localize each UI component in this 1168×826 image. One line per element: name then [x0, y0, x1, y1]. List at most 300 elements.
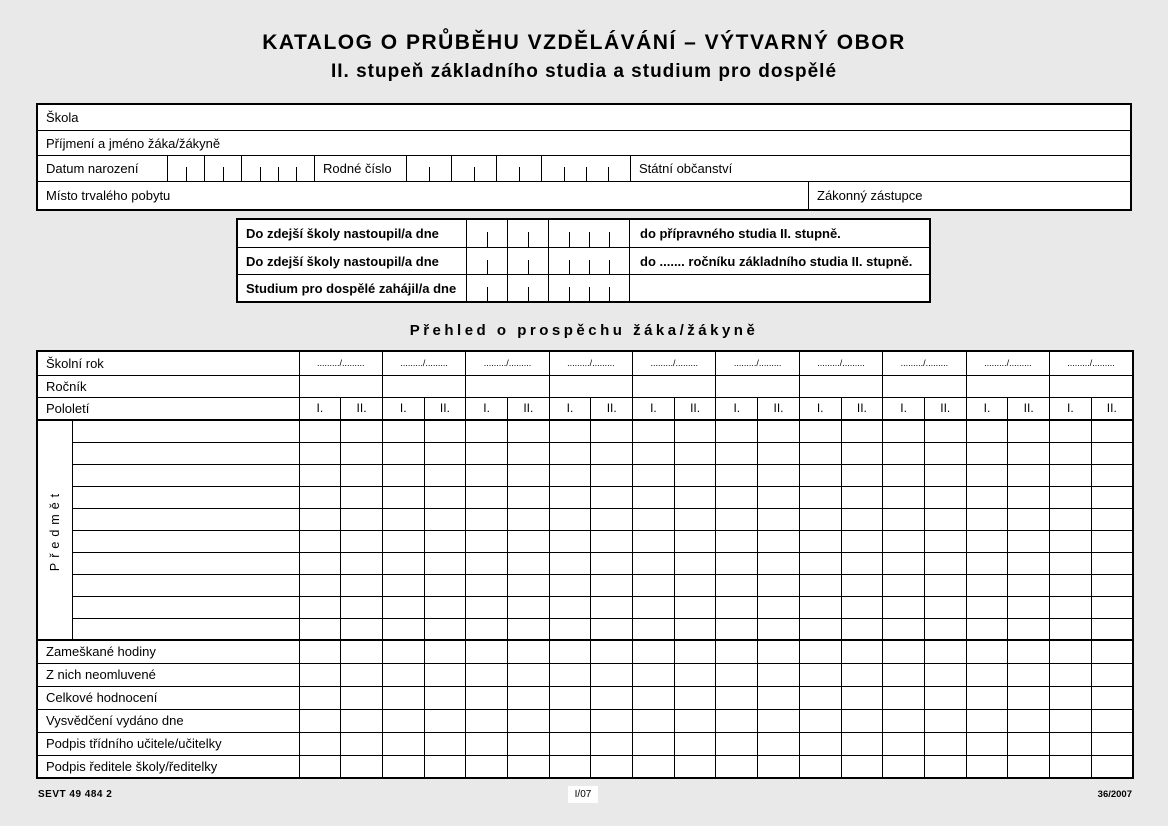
enrollment-note: do ....... ročníku základního studia II. stupně. [640, 253, 913, 269]
grade-cell [799, 663, 841, 686]
enrollment-label: Do zdejší školy nastoupil/a dne [238, 220, 467, 247]
grade-cell [841, 732, 883, 755]
grade-cell [549, 732, 591, 755]
grade-cell [507, 442, 549, 464]
grade-cell [591, 464, 633, 486]
grade-cell [1091, 732, 1133, 755]
digit-cell [569, 248, 589, 274]
grade-cell [799, 618, 841, 640]
grade-cell [382, 420, 424, 442]
grade-cell [424, 420, 466, 442]
semester-cell: II. [758, 397, 800, 420]
grade-cell [799, 508, 841, 530]
grade-cell [674, 709, 716, 732]
semester-cell: II. [1008, 397, 1050, 420]
grade-cell [424, 530, 466, 552]
digit-group [507, 220, 548, 247]
grade-cell [1008, 686, 1050, 709]
digit-group [451, 156, 496, 181]
report-issued-row [37, 709, 1133, 732]
grade-cell [758, 640, 800, 663]
grade-cell [716, 464, 758, 486]
grade-cell [341, 420, 383, 442]
grade-cell [299, 686, 341, 709]
grade-cell [758, 442, 800, 464]
digit-group [407, 156, 451, 181]
digit-cell [589, 248, 609, 274]
grade-cell [382, 596, 424, 618]
grade-cell [1091, 755, 1133, 778]
grade-cell [799, 530, 841, 552]
grade-cell [924, 486, 966, 508]
subject-row [37, 596, 1133, 618]
grade-cell [1091, 552, 1133, 574]
enrollment-box [236, 218, 931, 303]
grade-cell [924, 508, 966, 530]
grade-cell [1008, 420, 1050, 442]
school-year-row [37, 351, 1133, 375]
grade-cell [424, 508, 466, 530]
school-year-cell: ........./......... [633, 351, 716, 375]
grade-cell [841, 486, 883, 508]
grade-cell [424, 640, 466, 663]
digit-group [541, 156, 630, 181]
grade-cell [966, 530, 1008, 552]
grade-cell [758, 618, 800, 640]
grade-cell [924, 732, 966, 755]
grade-cell [299, 709, 341, 732]
grade-cell [466, 552, 508, 574]
overall-assessment-row [37, 686, 1133, 709]
digit-group [496, 156, 541, 181]
grade-cell [799, 709, 841, 732]
grade-cell [924, 618, 966, 640]
edition-number: 36/2007 [1097, 789, 1132, 800]
grade-level-cell [966, 375, 1049, 397]
grade-cell [924, 686, 966, 709]
grade-cell [549, 552, 591, 574]
grade-cell [466, 574, 508, 596]
grade-cell [966, 464, 1008, 486]
unexcused-hours-row [37, 663, 1133, 686]
grade-cell [466, 486, 508, 508]
grade-cell [549, 596, 591, 618]
grade-level-label: Ročník [37, 375, 299, 397]
grade-cell [1050, 442, 1092, 464]
grade-cell [841, 530, 883, 552]
grade-cell [966, 732, 1008, 755]
subject-row [37, 486, 1133, 508]
grade-cell [883, 464, 925, 486]
grade-cell [424, 486, 466, 508]
grade-cell [341, 486, 383, 508]
digit-group [204, 156, 241, 181]
grade-cell [299, 755, 341, 778]
grade-cell [1050, 486, 1092, 508]
digit-cell [296, 156, 314, 181]
grade-cell [1008, 663, 1050, 686]
digit-cell [519, 156, 541, 181]
grade-cell [1008, 640, 1050, 663]
grade-cell [841, 420, 883, 442]
grade-cell [966, 486, 1008, 508]
grade-cell [966, 755, 1008, 778]
student-info-box [36, 103, 1132, 211]
grade-cell [507, 640, 549, 663]
grade-cell [507, 596, 549, 618]
grade-cell [758, 755, 800, 778]
digit-cell [569, 220, 589, 247]
digit-cell [278, 156, 296, 181]
grade-cell [841, 640, 883, 663]
digit-cell [549, 275, 569, 301]
grade-cell [758, 709, 800, 732]
grade-cell [966, 686, 1008, 709]
grade-cell [341, 508, 383, 530]
digit-cell [586, 156, 608, 181]
grade-cell [507, 732, 549, 755]
grade-cell [424, 686, 466, 709]
semester-cell: I. [466, 397, 508, 420]
semester-cell: II. [674, 397, 716, 420]
subjects-vertical-label: Předmět [47, 488, 62, 572]
subject-name-cell [72, 420, 299, 442]
grade-cell [716, 709, 758, 732]
semester-cell: II. [341, 397, 383, 420]
digit-group [548, 275, 629, 301]
grade-cell [799, 464, 841, 486]
digit-cell [528, 275, 548, 301]
grade-cell [716, 755, 758, 778]
grade-cell [382, 755, 424, 778]
grade-cell [1050, 574, 1092, 596]
grade-cell [966, 709, 1008, 732]
semester-cell: II. [507, 397, 549, 420]
semester-cell: II. [841, 397, 883, 420]
grade-cell [883, 596, 925, 618]
grade-cell [1050, 663, 1092, 686]
grade-cell [1008, 442, 1050, 464]
grade-cell [633, 663, 675, 686]
grade-cell [799, 755, 841, 778]
grade-cell [841, 755, 883, 778]
digit-group [168, 156, 204, 181]
digit-cell [168, 156, 186, 181]
grade-cell [341, 709, 383, 732]
digit-cell [508, 275, 528, 301]
grade-cell [716, 732, 758, 755]
page-subtitle: II. stupeň základního studia a studium pro dospělé [330, 61, 838, 82]
grade-cell [883, 686, 925, 709]
digit-cell [260, 156, 278, 181]
digit-cell [467, 220, 487, 247]
grade-cell [1050, 596, 1092, 618]
school-year-cell: ........./......... [299, 351, 382, 375]
grade-cell [382, 640, 424, 663]
grade-cell [1050, 530, 1092, 552]
grade-cell [799, 686, 841, 709]
grade-cell [883, 442, 925, 464]
grade-cell [758, 508, 800, 530]
grade-cell [466, 442, 508, 464]
grade-cell [1008, 552, 1050, 574]
school-year-cell: ........./......... [966, 351, 1049, 375]
grade-cell [591, 420, 633, 442]
grade-cell [633, 596, 675, 618]
grade-cell [549, 420, 591, 442]
enrollment-row [238, 220, 929, 247]
citizenship-label: Státní občanství [639, 161, 733, 176]
grade-cell [382, 486, 424, 508]
grade-cell [633, 530, 675, 552]
semester-cell: I. [716, 397, 758, 420]
grade-cell [633, 552, 675, 574]
grade-cell [299, 420, 341, 442]
grade-cell [341, 640, 383, 663]
grade-cell [924, 574, 966, 596]
digit-cell [608, 156, 630, 181]
grade-cell [1008, 618, 1050, 640]
grade-cell [382, 618, 424, 640]
grade-level-cell [633, 375, 716, 397]
grade-cell [549, 530, 591, 552]
grade-cell [1050, 618, 1092, 640]
grade-cell [466, 732, 508, 755]
grade-cell [841, 663, 883, 686]
grade-cell [1091, 596, 1133, 618]
grade-cell [966, 508, 1008, 530]
school-year-label: Školní rok [37, 351, 299, 375]
subject-row [37, 574, 1133, 596]
grade-cell [591, 618, 633, 640]
grade-cell [591, 663, 633, 686]
grade-cell [424, 464, 466, 486]
grade-cell [799, 486, 841, 508]
grade-cell [549, 618, 591, 640]
grade-cell [633, 686, 675, 709]
grade-cell [1008, 596, 1050, 618]
grade-cell [1091, 464, 1133, 486]
digit-cell [205, 156, 223, 181]
school-year-cell: ........./......... [716, 351, 799, 375]
grade-cell [883, 508, 925, 530]
school-row [38, 105, 1130, 130]
guardian-label: Zákonný zástupce [817, 188, 923, 203]
grade-cell [299, 442, 341, 464]
digit-cell [487, 275, 507, 301]
semester-cell: II. [591, 397, 633, 420]
grade-cell [1091, 640, 1133, 663]
semester-cell: I. [382, 397, 424, 420]
grade-cell [1050, 732, 1092, 755]
semester-cell: I. [633, 397, 675, 420]
enrollment-row [238, 247, 929, 274]
grade-cell [716, 640, 758, 663]
grade-cell [883, 618, 925, 640]
grade-cell [299, 574, 341, 596]
grade-cell [883, 530, 925, 552]
grade-cell [1091, 618, 1133, 640]
grade-cell [1050, 755, 1092, 778]
grade-cell [1050, 464, 1092, 486]
semester-cell: I. [799, 397, 841, 420]
grade-cell [382, 574, 424, 596]
grade-cell [674, 640, 716, 663]
grade-cell [758, 596, 800, 618]
birth-date-label: Datum narození [38, 156, 168, 181]
grade-cell [924, 464, 966, 486]
subject-row [37, 508, 1133, 530]
director-signature-row [37, 755, 1133, 778]
grade-cell [424, 574, 466, 596]
grade-cell [1008, 709, 1050, 732]
grade-cell [382, 732, 424, 755]
grade-cell [299, 552, 341, 574]
grade-cell [883, 755, 925, 778]
grade-cell [591, 574, 633, 596]
grade-cell [591, 530, 633, 552]
grade-level-cell [382, 375, 465, 397]
grade-cell [549, 442, 591, 464]
grade-cell [716, 552, 758, 574]
digit-cell [609, 248, 629, 274]
digit-cell [609, 220, 629, 247]
grade-cell [633, 508, 675, 530]
semester-cell: II. [1091, 397, 1133, 420]
grade-cell [341, 442, 383, 464]
digit-cell [487, 248, 507, 274]
grade-cell [799, 420, 841, 442]
grade-cell [633, 486, 675, 508]
grade-cell [549, 574, 591, 596]
grade-cell [591, 442, 633, 464]
grade-cell [841, 574, 883, 596]
grade-cell [841, 709, 883, 732]
grade-cell [299, 732, 341, 755]
birth-number-digit-boxes [407, 156, 631, 181]
digit-group [548, 248, 629, 274]
grade-cell [549, 640, 591, 663]
grade-cell [299, 640, 341, 663]
grade-cell [341, 596, 383, 618]
grade-cell [633, 640, 675, 663]
grade-cell [1050, 552, 1092, 574]
grade-cell [382, 663, 424, 686]
grade-cell [966, 663, 1008, 686]
grade-cell [507, 709, 549, 732]
grade-cell [1091, 663, 1133, 686]
grade-cell [507, 755, 549, 778]
grade-cell [1008, 732, 1050, 755]
subject-row [37, 530, 1133, 552]
grade-cell [424, 552, 466, 574]
grade-cell [924, 709, 966, 732]
grade-cell [799, 442, 841, 464]
grade-cell [674, 508, 716, 530]
grade-cell [966, 442, 1008, 464]
grade-cell [1091, 442, 1133, 464]
digit-cell [589, 220, 609, 247]
unexcused-hours-label: Z nich neomluvené [37, 663, 299, 686]
grade-level-row [37, 375, 1133, 397]
grade-cell [883, 574, 925, 596]
missed-hours-label: Zameškané hodiny [37, 640, 299, 663]
grade-cell [591, 508, 633, 530]
grade-cell [382, 530, 424, 552]
grade-cell [299, 618, 341, 640]
school-year-cell: ........./......... [382, 351, 465, 375]
director-signature-label: Podpis ředitele školy/ředitelky [37, 755, 299, 778]
digit-cell [589, 275, 609, 301]
grade-cell [466, 530, 508, 552]
grade-cell [549, 755, 591, 778]
digit-group [548, 220, 629, 247]
birth-row [38, 155, 1130, 181]
grade-cell [966, 618, 1008, 640]
name-label: Příjmení a jméno žáka/žákyně [46, 135, 221, 151]
subjects-vertical-label-cell [37, 420, 72, 640]
digit-cell [186, 156, 204, 181]
subject-name-cell [72, 530, 299, 552]
grade-cell [549, 709, 591, 732]
subject-row [37, 442, 1133, 464]
grade-cell [674, 596, 716, 618]
grade-cell [591, 486, 633, 508]
grade-cell [716, 508, 758, 530]
grade-cell [382, 552, 424, 574]
school-label: Škola [46, 110, 79, 125]
grade-cell [466, 709, 508, 732]
grade-cell [716, 686, 758, 709]
grade-cell [716, 420, 758, 442]
grade-cell [716, 530, 758, 552]
name-row [38, 130, 1130, 155]
subject-name-cell [72, 508, 299, 530]
semester-cell: II. [424, 397, 466, 420]
grade-cell [466, 663, 508, 686]
grade-cell [341, 574, 383, 596]
grade-cell [466, 618, 508, 640]
grade-level-cell [716, 375, 799, 397]
digit-cell [223, 156, 241, 181]
class-teacher-signature-row [37, 732, 1133, 755]
digit-cell [549, 220, 569, 247]
grade-cell [674, 686, 716, 709]
enrollment-date-boxes [467, 220, 630, 247]
grade-cell [341, 464, 383, 486]
grade-cell [299, 596, 341, 618]
semester-cell: I. [1050, 397, 1092, 420]
grade-cell [841, 618, 883, 640]
grade-cell [966, 574, 1008, 596]
report-issued-label: Vysvědčení vydáno dne [37, 709, 299, 732]
grade-cell [591, 686, 633, 709]
enrollment-date-boxes [467, 275, 630, 301]
grade-cell [799, 552, 841, 574]
grade-cell [1091, 486, 1133, 508]
grade-cell [841, 552, 883, 574]
grade-cell [299, 486, 341, 508]
school-year-cell: ........./......... [549, 351, 632, 375]
semester-cell: I. [299, 397, 341, 420]
grade-cell [841, 442, 883, 464]
grade-cell [1091, 530, 1133, 552]
grade-cell [591, 755, 633, 778]
grade-cell [1091, 508, 1133, 530]
digit-cell [549, 248, 569, 274]
grade-cell [674, 618, 716, 640]
grade-cell [549, 486, 591, 508]
